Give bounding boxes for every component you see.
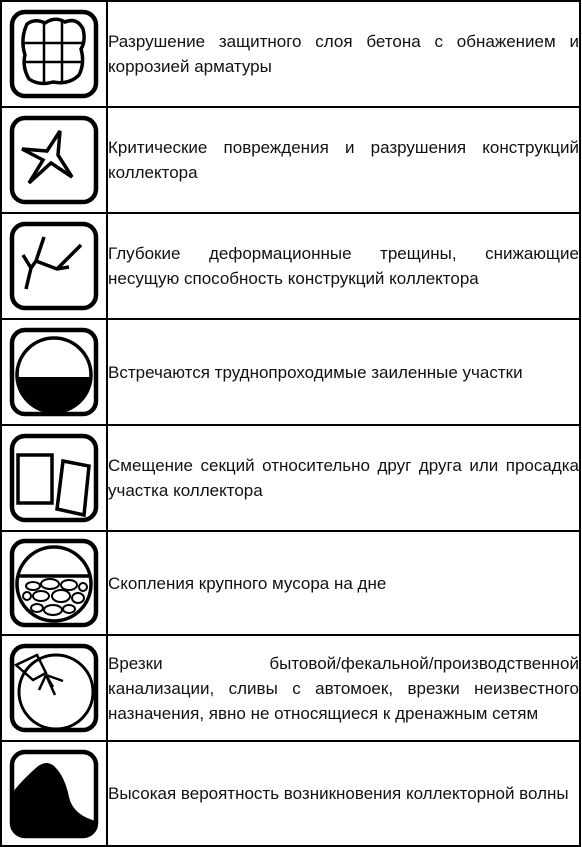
cracked-concrete-grid-icon bbox=[9, 9, 99, 99]
legend-row bbox=[1, 319, 580, 425]
legend-row bbox=[1, 741, 580, 846]
deep-cracks-icon bbox=[9, 221, 99, 311]
icon-cell bbox=[1, 425, 107, 531]
icon-cell bbox=[1, 741, 107, 846]
legend-row bbox=[1, 425, 580, 531]
icon-cell bbox=[1, 213, 107, 319]
legend-text: Смещение секций относительно друг друга или просадка участка коллектора bbox=[107, 425, 580, 531]
legend-row bbox=[1, 635, 580, 741]
icon-cell bbox=[1, 531, 107, 635]
icon-cell bbox=[1, 1, 107, 107]
legend-text: Высокая вероятность возникновения коллекторной волны bbox=[107, 741, 580, 846]
debris-icon bbox=[9, 538, 99, 628]
icon-cell bbox=[1, 107, 107, 213]
legend-text: Критические повреждения и разрушения конструкций коллектора bbox=[107, 107, 580, 213]
pipe-inlet-icon bbox=[9, 643, 99, 733]
legend-row bbox=[1, 107, 580, 213]
legend-text: Скопления крупного мусора на дне bbox=[107, 531, 580, 635]
icon-cell bbox=[1, 635, 107, 741]
icon-cell bbox=[1, 319, 107, 425]
legend-row bbox=[1, 531, 580, 635]
legend-text: Разрушение защитного слоя бетона с обнажением и коррозией арматуры bbox=[107, 1, 580, 107]
legend-row bbox=[1, 1, 580, 107]
collector-wave-icon bbox=[9, 749, 99, 839]
legend-text: Глубокие деформационные трещины, снижающие несущую способность конструкций коллектора bbox=[107, 213, 580, 319]
silted-section-icon bbox=[9, 327, 99, 417]
shifted-sections-icon bbox=[9, 433, 99, 523]
legend-row bbox=[1, 213, 580, 319]
legend-text: Встречаются труднопроходимые заиленные участки bbox=[107, 319, 580, 425]
star-break-icon bbox=[9, 115, 99, 205]
legend-text: Врезки бытовой/фекальной/производственной канализации, сливы с автомоек, врезки неизвестного назначения, явно не относящиеся к дренажным сетям bbox=[107, 635, 580, 741]
